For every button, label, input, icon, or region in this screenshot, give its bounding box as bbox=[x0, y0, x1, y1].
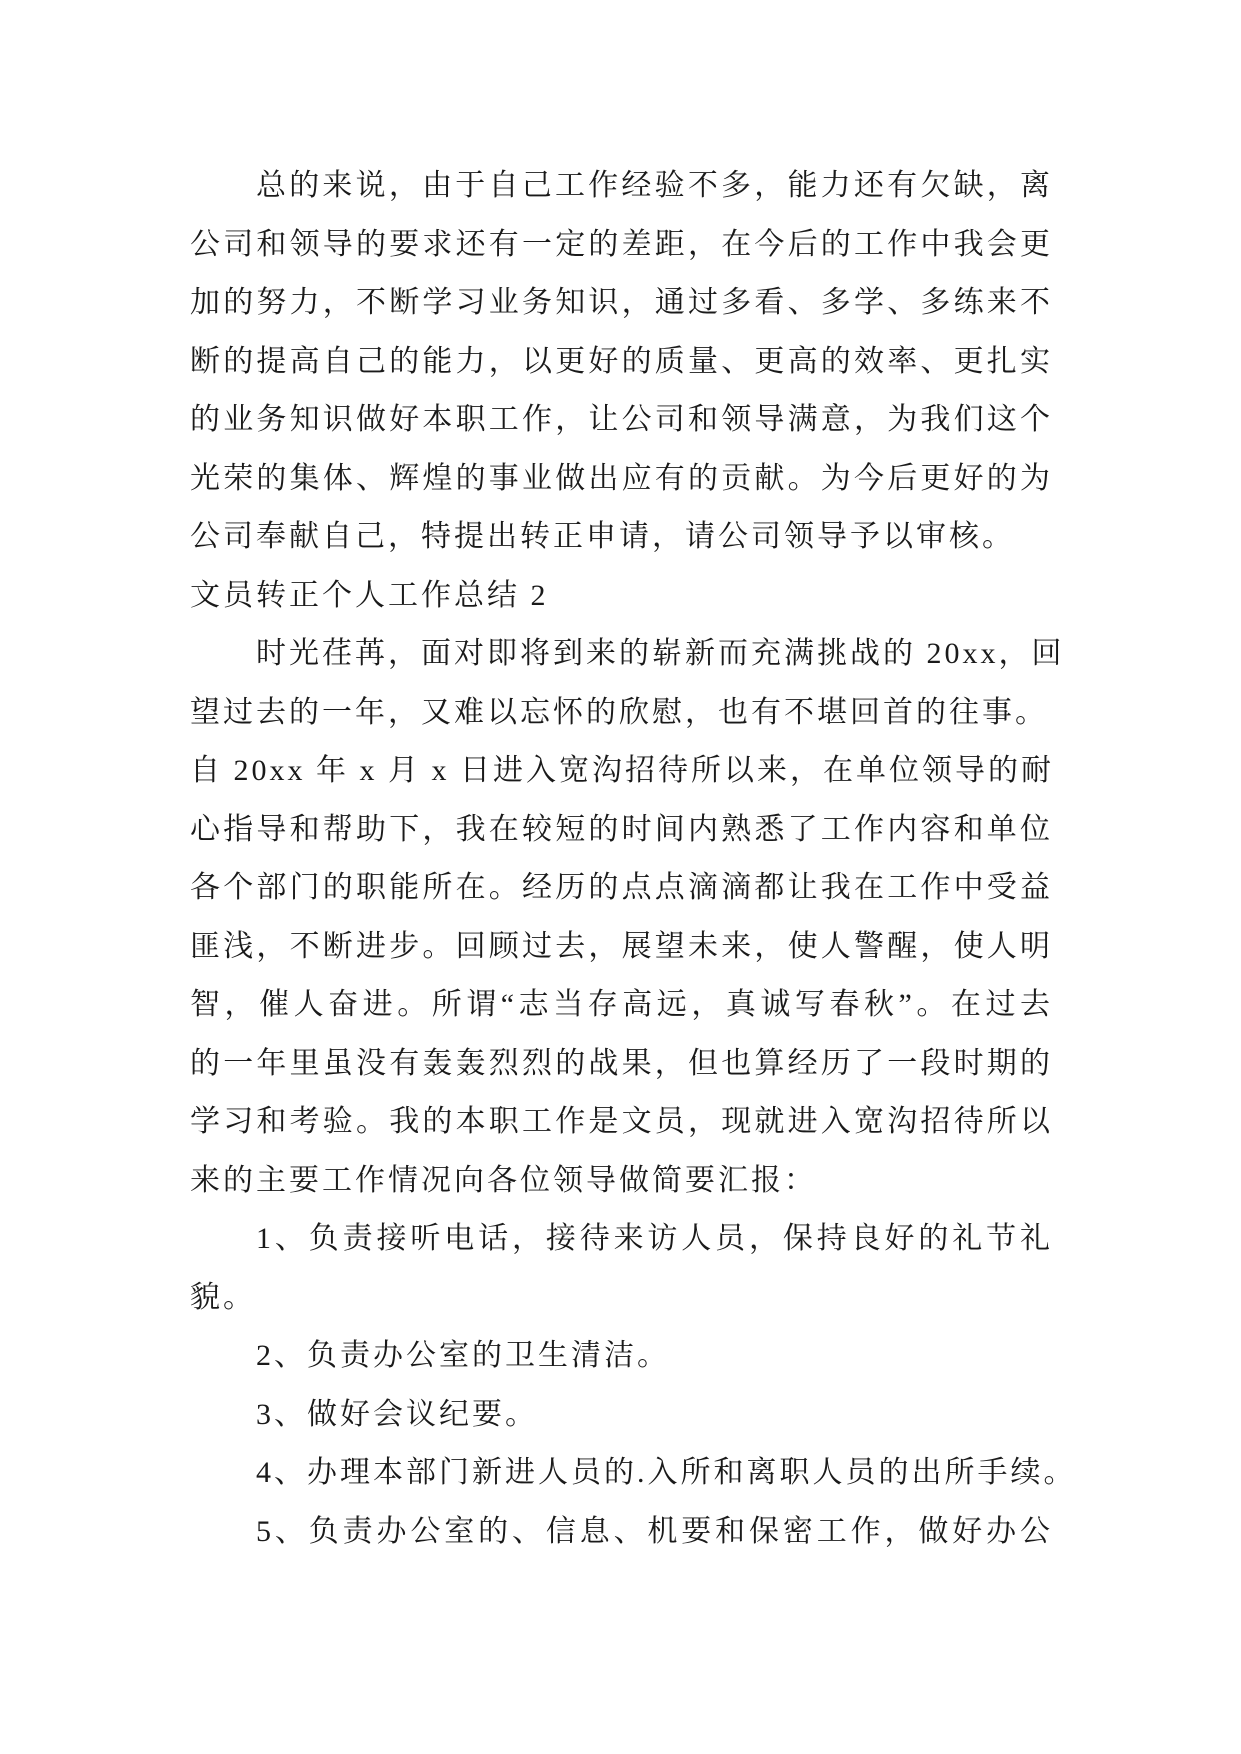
list-item bbox=[190, 1503, 1053, 1562]
paragraph-line: 公司和领导的要求还有一定的差距，在今后的工作中我会更 bbox=[190, 227, 1053, 261]
paragraph-line: 时光荏苒，面对即将到来的崭新而充满挑战的 20xx，回 bbox=[256, 637, 1065, 670]
section-heading: 文员转正个人工作总结 2 bbox=[190, 578, 549, 612]
duty-list bbox=[190, 1210, 1077, 1561]
list-item-line: 3、做好会议纪要。 bbox=[256, 1397, 538, 1431]
paragraph-line: 智，催人奋进。所谓“志当存高远，真诚写春秋”。在过去 bbox=[190, 988, 1053, 1021]
paragraph-line: 自 20xx 年 x 月 x 日进入宽沟招待所以来，在单位领导的耐 bbox=[190, 754, 1054, 787]
paragraph-line: 公司奉献自己，特提出转正申请，请公司领导予以审核。 bbox=[190, 520, 1015, 553]
list-item-line: 5、负责办公室的、信息、机要和保密工作，做好办公 bbox=[256, 1514, 1053, 1548]
document-page bbox=[190, 157, 1077, 1561]
paragraph-line: 心指导和帮助下，我在较短的时间内熟悉了工作内容和单位 bbox=[190, 812, 1053, 846]
paragraph bbox=[190, 157, 1053, 567]
paragraph-line: 各个部门的职能所在。经历的点点滴滴都让我在工作中受益 bbox=[190, 871, 1053, 904]
list-item bbox=[190, 1210, 1053, 1327]
paragraph-line: 来的主要工作情况向各位领导做简要汇报： bbox=[190, 1163, 817, 1197]
paragraph-line: 的业务知识做好本职工作，让公司和领导满意，为我们这个 bbox=[190, 403, 1053, 436]
list-item bbox=[190, 1327, 1050, 1386]
list-item-line: 1、负责接听电话，接待来访人员，保持良好的礼节礼 bbox=[256, 1222, 1053, 1255]
paragraph-line: 匪浅，不断进步。回顾过去，展望未来，使人警醒，使人明 bbox=[190, 929, 1053, 963]
list-item bbox=[190, 1386, 1050, 1445]
paragraph bbox=[190, 625, 1065, 1210]
paragraph-line: 的一年里虽没有轰轰烈烈的战果，但也算经历了一段时期的 bbox=[190, 1046, 1053, 1080]
paragraph-line: 总的来说，由于自己工作经验不多，能力还有欠缺，离 bbox=[256, 169, 1053, 202]
paragraph-line: 望过去的一年，又难以忘怀的欣慰，也有不堪回首的往事。 bbox=[190, 695, 1048, 729]
paragraph-line: 加的努力，不断学习业务知识，通过多看、多学、多练来不 bbox=[190, 286, 1053, 319]
paragraph-line: 学习和考验。我的本职工作是文员，现就进入宽沟招待所以 bbox=[190, 1105, 1053, 1138]
list-item bbox=[190, 1444, 1077, 1503]
list-item-line: 貌。 bbox=[190, 1280, 256, 1314]
paragraph-line: 光荣的集体、辉煌的事业做出应有的贡献。为今后更好的为 bbox=[190, 461, 1053, 495]
paragraph-line: 断的提高自己的能力，以更好的质量、更高的效率、更扎实 bbox=[190, 344, 1053, 378]
list-item-line: 4、办理本部门新进人员的.入所和离职人员的出所手续。 bbox=[256, 1456, 1077, 1489]
list-item-line: 2、负责办公室的卫生清洁。 bbox=[256, 1339, 670, 1372]
